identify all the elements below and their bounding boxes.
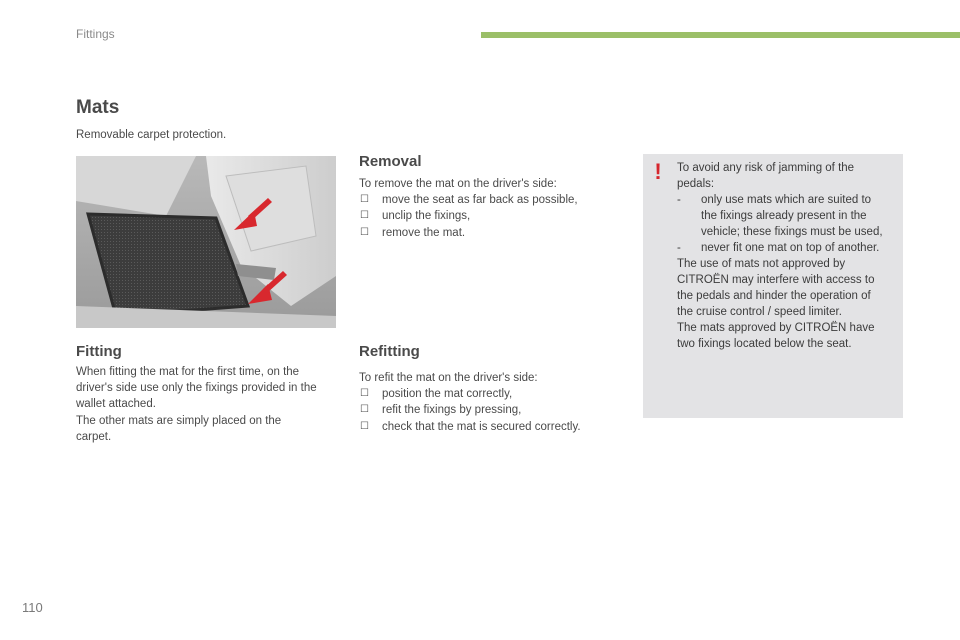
checkbox-bullet-icon: ☐ — [360, 420, 369, 432]
warning-outro-line: The mats approved by CITROËN have — [677, 322, 875, 334]
page-title: Mats — [76, 97, 120, 118]
list-item — [359, 192, 629, 208]
warning-outro-line: CITROËN may interfere with access to — [677, 274, 875, 286]
warning-intro-line: pedals: — [677, 178, 715, 190]
fitting-heading: Fitting — [76, 343, 122, 360]
removal-step: unclip the fixings, — [382, 210, 471, 223]
dash-bullet: - — [677, 194, 681, 206]
checkbox-bullet-icon: ☐ — [360, 404, 369, 416]
fitting-line: driver's side use only the fixings provided in the — [76, 382, 317, 395]
section-label: Fittings — [76, 27, 115, 41]
list-item — [359, 386, 629, 402]
dash-bullet: - — [677, 242, 681, 254]
warning-item-line: the fixings already present in the — [701, 210, 867, 222]
checkbox-bullet-icon: ☐ — [360, 194, 369, 206]
refitting-step: position the mat correctly, — [382, 388, 513, 401]
removal-text — [359, 176, 629, 241]
fitting-line: The other mats are simply placed on the — [76, 414, 282, 427]
list-item — [359, 208, 629, 224]
warning-outro-line: two fixings located below the seat. — [677, 338, 852, 350]
fitting-line: When fitting the mat for the first time, on the — [76, 366, 300, 378]
refitting-text — [359, 370, 629, 435]
list-item — [359, 402, 629, 418]
refitting-step: check that the mat is secured correctly. — [382, 420, 581, 433]
fitting-line: carpet. — [76, 430, 112, 443]
checkbox-bullet-icon: ☐ — [360, 226, 369, 238]
removal-step: remove the mat. — [382, 226, 466, 239]
mat-photo-illustration — [76, 156, 336, 328]
fitting-line: wallet attached. — [76, 398, 156, 411]
warning-item — [677, 192, 897, 240]
checkbox-bullet-icon: ☐ — [360, 210, 369, 222]
warning-outro-line: the cruise control / speed limiter. — [677, 306, 842, 318]
warning-text — [677, 160, 897, 352]
warning-intro-line: To avoid any risk of jamming of the — [677, 162, 855, 174]
section-accent-bar — [481, 32, 960, 38]
page-intro: Removable carpet protection. — [76, 129, 227, 141]
removal-step: move the seat as far back as possible, — [382, 194, 578, 207]
refitting-step: refit the fixings by pressing, — [382, 404, 522, 417]
list-item — [359, 225, 629, 241]
refitting-intro: To refit the mat on the driver's side: — [359, 372, 538, 384]
refitting-heading: Refitting — [359, 343, 420, 360]
warning-outro-line: the pedals and hinder the operation of — [677, 290, 871, 302]
warning-exclamation-icon: ! — [654, 159, 662, 184]
fitting-text — [76, 364, 346, 445]
removal-heading: Removal — [359, 153, 422, 170]
removal-intro: To remove the mat on the driver's side: — [359, 178, 557, 190]
warning-item — [677, 240, 897, 256]
warning-item-line: never fit one mat on top of another. — [701, 242, 880, 254]
warning-item-line: only use mats which are suited to — [701, 194, 872, 206]
page-number: 110 — [22, 600, 43, 615]
warning-item-line: vehicle; these fixings must be used, — [701, 226, 883, 238]
checkbox-bullet-icon: ☐ — [360, 388, 369, 400]
list-item — [359, 419, 629, 435]
mat-photo — [76, 156, 336, 328]
warning-outro-line: The use of mats not approved by — [677, 258, 846, 270]
